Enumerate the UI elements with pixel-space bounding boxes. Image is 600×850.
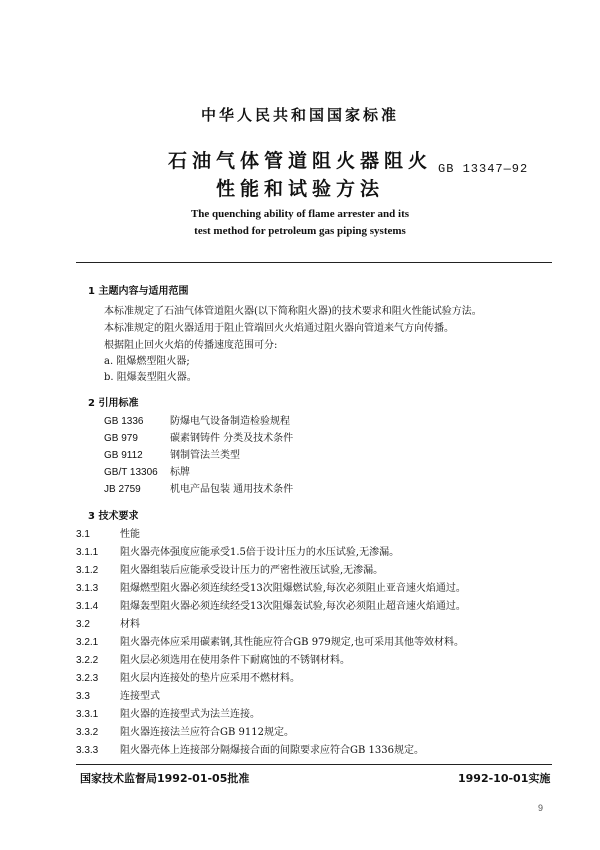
clause-item	[76, 582, 466, 596]
issuing-country-title: 中华人民共和国国家标准	[200, 106, 399, 124]
clause-number: 3.2	[76, 619, 90, 630]
section1-paragraph-3: 根据阻止回火火焰的传播速度范围可分:	[104, 340, 278, 351]
clause-number: 3.3.1	[76, 709, 99, 720]
clause-number: 3.1.1	[76, 547, 99, 558]
clause-text: 阻火层内连接处的垫片应采用不燃材料。	[120, 673, 300, 684]
clause-text: 阻爆燃型阻火器必须连续经受13次阻爆燃试验,每次必须阻止亚音速火焰通过。	[120, 583, 466, 594]
clause-item	[76, 726, 294, 740]
clause-text: 阻火器的连接型式为法兰连接。	[120, 709, 260, 720]
section-heading-1: 1 主题内容与适用范围	[88, 286, 189, 297]
clause-text: 阻火器组装后应能承受设计压力的严密性液压试验,无渗漏。	[120, 565, 384, 576]
clause-text: 阻火器壳体应采用碳素钢,其性能应符合GB 979规定,也可采用其他等效材料。	[120, 637, 464, 648]
reference-item	[104, 449, 240, 463]
section1-paragraph-1: 本标准规定了石油气体管道阻火器(以下简称阻火器)的技术要求和阻火性能试验方法。	[104, 306, 482, 317]
clause-item	[76, 636, 464, 650]
clause-number: 3.2.2	[76, 655, 99, 666]
reference-item	[104, 415, 290, 429]
section-heading-3: 3 技术要求	[88, 511, 139, 522]
clause-text: 阻火器壳体强度应能承受1.5倍于设计压力的水压试验,无渗漏。	[120, 547, 400, 558]
reference-item	[104, 483, 293, 497]
clause-item	[76, 546, 399, 560]
clause-number: 3.1	[76, 529, 90, 540]
standard-title-en-line1: The quenching ability of flame arrester and its	[190, 208, 410, 220]
effective-date: 1992-10-01实施	[458, 772, 551, 785]
clause-number: 3.2.3	[76, 673, 99, 684]
clause-text: 阻爆轰型阻火器必须连续经受13次阻爆轰试验,每次必须阻止超音速火焰通过。	[120, 601, 466, 612]
section1-item-a: a. 阻爆燃型阻火器;	[104, 356, 190, 367]
standard-title-cn-line1: 石油气体管道阻火器阻火	[167, 150, 432, 172]
clause-text: 阻火器连接法兰应符合GB 9112规定。	[120, 727, 294, 738]
standard-title-en-line2: test method for petroleum gas piping systems	[194, 225, 406, 237]
clause-text: 阻火层必须选用在使用条件下耐腐蚀的不锈钢材料。	[120, 655, 350, 666]
clause-item	[76, 690, 160, 704]
clause-number: 3.3.3	[76, 745, 99, 756]
clause-item	[76, 600, 466, 614]
section-heading-2: 2 引用标准	[88, 398, 139, 409]
clause-item	[76, 672, 300, 686]
page-number: 9	[538, 803, 544, 813]
reference-code: JB 2759	[104, 484, 141, 495]
clause-text: 阻火器壳体上连接部分隔爆接合面的间隙要求应符合GB 1336规定。	[120, 745, 424, 756]
reference-item	[104, 466, 190, 480]
standard-code: GB 13347—92	[438, 162, 529, 176]
reference-item	[104, 432, 293, 446]
clause-number: 3.2.1	[76, 637, 99, 648]
clause-number: 3.1.2	[76, 565, 99, 576]
clause-number: 3.3	[76, 691, 90, 702]
clause-text: 连接型式	[120, 691, 160, 702]
reference-title: 机电产品包装 通用技术条件	[170, 484, 294, 495]
reference-code: GB 1336	[104, 416, 144, 427]
reference-code: GB 979	[104, 433, 138, 444]
footer-divider	[76, 764, 552, 765]
reference-title: 防爆电气设备制造检验规程	[170, 416, 290, 427]
clause-number: 3.3.2	[76, 727, 99, 738]
reference-code: GB 9112	[104, 450, 143, 461]
reference-title: 碳素钢铸件 分类及技术条件	[170, 433, 294, 444]
clause-item	[76, 618, 140, 632]
clause-item	[76, 528, 140, 542]
clause-text: 性能	[120, 529, 140, 540]
standard-title-cn-line2: 性能和试验方法	[215, 178, 384, 200]
reference-code: GB/T 13306	[104, 467, 158, 478]
clause-item	[76, 744, 424, 758]
reference-title: 钢制管法兰类型	[170, 450, 240, 461]
clause-item	[76, 654, 350, 668]
clause-number: 3.1.4	[76, 601, 99, 612]
header-divider	[76, 262, 552, 263]
reference-title: 标牌	[170, 467, 190, 478]
clause-text: 材料	[120, 619, 140, 630]
approval-date: 国家技术监督局1992-01-05批准	[80, 772, 250, 785]
section1-item-b: b. 阻爆轰型阻火器。	[104, 372, 197, 383]
clause-item	[76, 564, 383, 578]
section1-paragraph-2: 本标准规定的阻火器适用于阻止管端回火火焰通过阻火器向管道来气方向传播。	[104, 323, 454, 334]
clause-item	[76, 708, 260, 722]
clause-number: 3.1.3	[76, 583, 99, 594]
